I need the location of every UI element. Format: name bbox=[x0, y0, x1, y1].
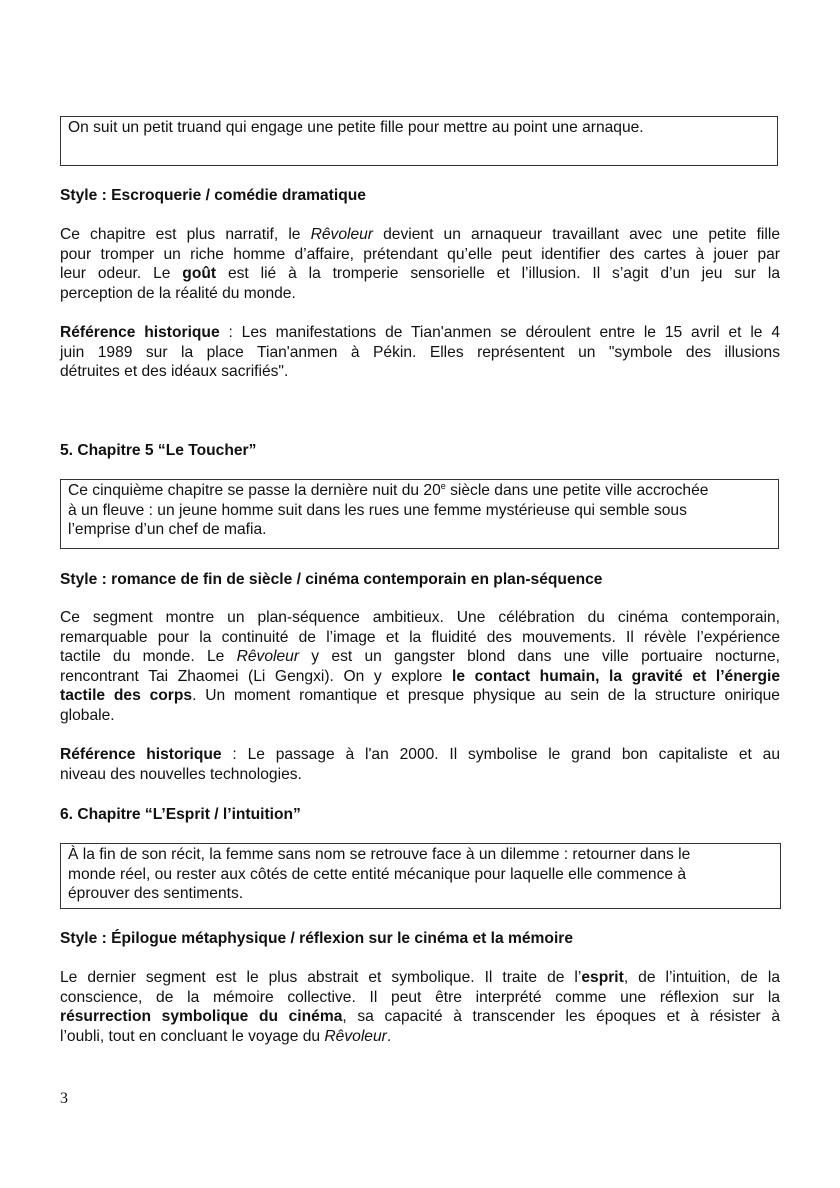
text-line: globale. bbox=[60, 706, 115, 724]
text-line: Référence historique : Le passage à l'an 2000. Il symbolise le grand bon capitaliste et au bbox=[60, 746, 780, 763]
chapter5-paragraph bbox=[60, 608, 780, 726]
text-line: conscience, de la mémoire collective. Il peut être interprété comme une réflexion sur la bbox=[60, 988, 780, 1006]
chapter4-style-heading: Style : Escroquerie / comédie dramatique bbox=[60, 187, 366, 204]
page-number: 3 bbox=[60, 1090, 68, 1107]
chapter4-summary-text: On suit un petit truand qui engage une petite fille pour mettre au point une arnaque. bbox=[68, 119, 644, 136]
text-line: à un fleuve : un jeune homme suit dans les rues une femme mystérieuse qui semble sous bbox=[68, 501, 687, 519]
chapter5-historical-reference bbox=[60, 745, 780, 784]
text-line: leur odeur. Le goût est lié à la tromperie sensorielle et l’illusion. Il s’agit d’un jeu sur la bbox=[60, 265, 780, 283]
text-line: résurrection symbolique du cinéma, sa capacité à transcender les époques et à résister à bbox=[60, 1008, 781, 1026]
chapter6-title: 6. Chapitre “L’Esprit / l’intuition” bbox=[60, 806, 301, 823]
chapter4-historical-reference bbox=[60, 323, 780, 382]
text-line: l’emprise d’un chef de mafia. bbox=[68, 521, 267, 539]
text-line: monde réel, ou rester aux côtés de cette entité mécanique pour laquelle elle commence à bbox=[68, 865, 687, 883]
text-line: éprouver des sentiments. bbox=[68, 885, 244, 903]
text-line: remarquable pour la continuité de l’image et la fluidité des mouvements. Il révèle l’expérience bbox=[60, 628, 780, 646]
text-line: tactile du monde. Le Rêvoleur y est un gangster blond dans une ville portuaire nocturne, bbox=[60, 648, 780, 666]
text-line: rencontrant Tai Zhaomei (Li Gengxi). On y explore le contact humain, la gravité et l’énergie bbox=[60, 667, 780, 685]
text-line: pour tromper un riche homme d’affaire, prétendant qu’elle peut identifier des cartes à jouer par bbox=[60, 245, 780, 263]
text-line: perception de la réalité du monde. bbox=[60, 284, 296, 302]
text-line: Ce cinquième chapitre se passe la dernière nuit du 20e siècle dans une petite ville accrochée bbox=[68, 481, 709, 499]
chapter5-title: 5. Chapitre 5 “Le Toucher” bbox=[60, 442, 257, 459]
chapter6-style-heading: Style : Épilogue métaphysique / réflexion sur le cinéma et la mémoire bbox=[60, 930, 574, 947]
chapter6-summary-box bbox=[60, 843, 781, 909]
chapter4-summary-box bbox=[60, 116, 778, 166]
text-line: détruites et des idéaux sacrifiés". bbox=[60, 363, 289, 381]
chapter4-paragraph bbox=[60, 225, 780, 303]
text-line: juin 1989 sur la place Tian'anmen à Pékin. Elles représentent un "symbole des illusions bbox=[60, 343, 780, 361]
text-line: À la fin de son récit, la femme sans nom se retrouve face à un dilemme : retourner dans le bbox=[68, 846, 691, 863]
text-line: Le dernier segment est le plus abstrait et symbolique. Il traite de l’esprit, de l’intuition, de la bbox=[60, 969, 780, 986]
chapter6-paragraph bbox=[60, 968, 780, 1046]
text-line: Référence historique : Les manifestations de Tian'anmen se déroulent entre le 15 avril et le 4 bbox=[60, 324, 780, 341]
text-line: Ce segment montre un plan-séquence ambitieux. Une célébration du cinéma contemporain, bbox=[60, 609, 780, 626]
text-line: tactile des corps. Un moment romantique et presque physique au sein de la structure onirique bbox=[60, 687, 780, 705]
text-line: l’oubli, tout en concluant le voyage du Rêvoleur. bbox=[60, 1027, 392, 1045]
chapter5-style-heading: Style : romance de fin de siècle / cinéma contemporain en plan-séquence bbox=[60, 571, 603, 588]
text-line: niveau des nouvelles technologies. bbox=[60, 765, 302, 783]
text-line: Ce chapitre est plus narratif, le Rêvoleur devient un arnaqueur travaillant avec une petite fille bbox=[60, 226, 780, 243]
chapter5-summary-box bbox=[60, 479, 779, 549]
